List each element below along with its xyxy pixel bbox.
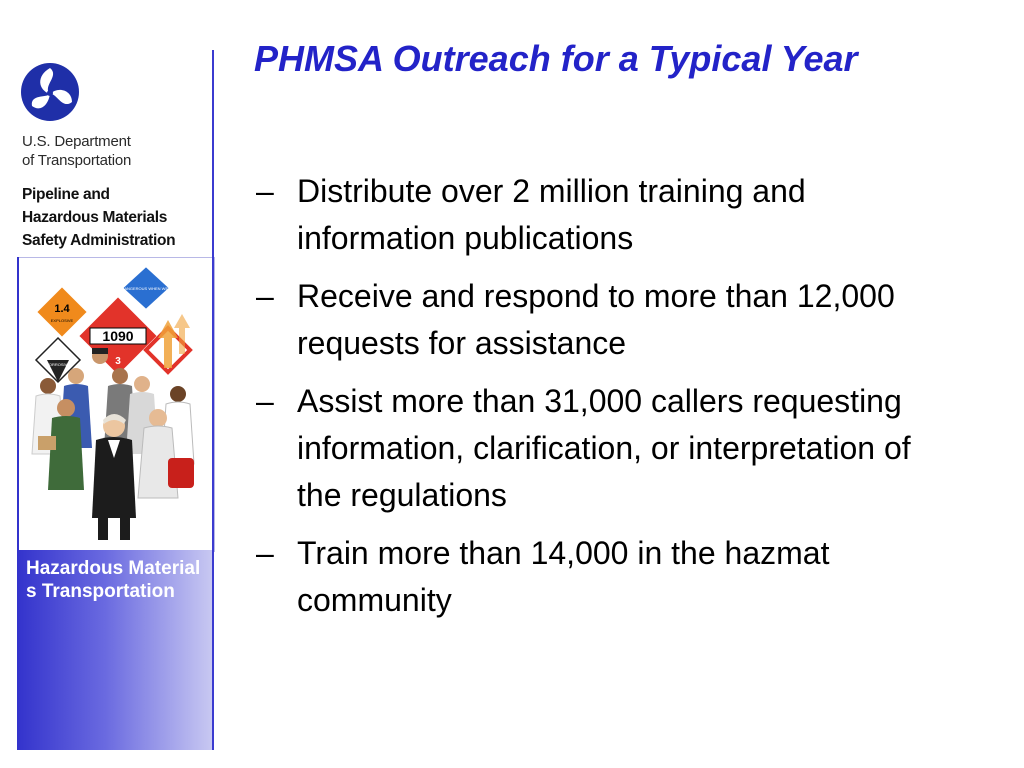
svg-text:1.4: 1.4 bbox=[54, 303, 70, 315]
agency-name-line2: of Transportation bbox=[22, 152, 132, 169]
hazmat-collage-svg bbox=[18, 258, 214, 551]
bullet-marker: – bbox=[256, 383, 274, 419]
bullet-marker: – bbox=[256, 278, 274, 314]
bullet-item bbox=[256, 273, 956, 367]
administration-name-line3: Safety Administration bbox=[22, 232, 176, 249]
hazmat-collage-image bbox=[17, 257, 215, 552]
agency-name-line1: U.S. Department bbox=[22, 133, 131, 150]
bullet-marker: – bbox=[256, 535, 274, 571]
sidebar-frame-line bbox=[17, 257, 19, 750]
bullet-list bbox=[256, 168, 956, 635]
svg-text:3: 3 bbox=[115, 356, 121, 367]
explosive-placard-icon bbox=[36, 286, 88, 338]
bullet-text: Train more than 14,000 in the hazmat community bbox=[297, 535, 830, 618]
svg-text:EXPLOSIVE: EXPLOSIVE bbox=[50, 318, 74, 323]
bullet-text: Receive and respond to more than 12,000 requests for assistance bbox=[297, 278, 895, 361]
administration-name-line1: Pipeline and bbox=[22, 186, 110, 203]
svg-text:CORROSIVE: CORROSIVE bbox=[45, 362, 71, 367]
bullet-text: Distribute over 2 million training and information publications bbox=[297, 173, 806, 256]
bullet-item bbox=[256, 168, 956, 262]
administration-name bbox=[22, 183, 175, 252]
bullet-marker: – bbox=[256, 173, 274, 209]
bullet-item bbox=[256, 530, 956, 624]
bullet-text: Assist more than 31,000 callers requesting information, clarification, or interpretation of the regulations bbox=[297, 383, 911, 513]
sidebar bbox=[0, 0, 214, 768]
agency-name bbox=[22, 132, 131, 170]
vertical-divider bbox=[212, 50, 214, 750]
svg-text:1090: 1090 bbox=[102, 328, 134, 344]
blue-placard-icon bbox=[121, 266, 171, 310]
administration-name-line2: Hazardous Materials bbox=[22, 209, 168, 226]
dot-logo-icon bbox=[20, 62, 80, 122]
bullet-item bbox=[256, 378, 956, 519]
slide-title: PHMSA Outreach for a Typical Year bbox=[254, 38, 858, 79]
sidebar-panel-label: Hazardous Materials Transportation bbox=[26, 558, 201, 602]
svg-text:DANGEROUS WHEN WET: DANGEROUS WHEN WET bbox=[121, 286, 171, 291]
